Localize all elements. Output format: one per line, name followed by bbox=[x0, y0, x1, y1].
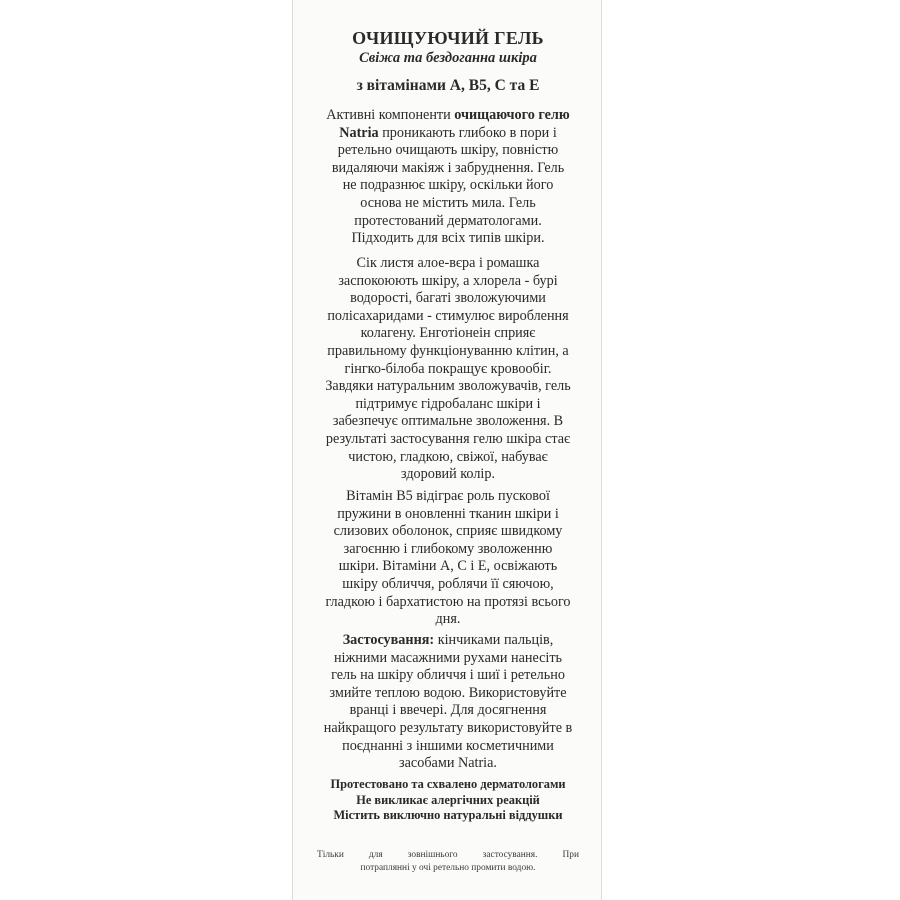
text-line: пружини в оновленні тканин шкіри і bbox=[337, 505, 559, 522]
text-line bbox=[293, 125, 603, 143]
text-line: заспокоюють шкіру, а хлорела - бурі bbox=[338, 272, 558, 289]
product-leaflet bbox=[292, 0, 602, 900]
text-line: результаті застосування гелю шкіра стає bbox=[325, 430, 571, 447]
text-run: Активні компоненти bbox=[326, 107, 451, 123]
text-line: ніжними масажними рухами нанесіть bbox=[333, 649, 563, 666]
claim-line: Не викликає алергічних реакцій bbox=[356, 792, 540, 807]
product-title: ОЧИЩУЮЧИЙ ГЕЛЬ bbox=[352, 28, 544, 48]
text-line: Сік листя алое-вєра і ромашка bbox=[356, 255, 540, 271]
text-line: основа не містить мила. Гель bbox=[360, 194, 536, 211]
text-line: слизових оболонок, сприяє швидкому bbox=[333, 523, 563, 540]
ingredients-paragraph bbox=[293, 255, 603, 484]
text-line: чистою, гладкою, свіжої, набуває bbox=[348, 448, 548, 465]
text-line: Вітамін В5 відіграє роль пускової bbox=[346, 488, 550, 504]
text-line: засобами Natria. bbox=[399, 755, 497, 772]
text-line: Підходить для всіх типів шкіри. bbox=[351, 230, 545, 247]
footnote-line: потраплянні у очі ретельно промити водою. bbox=[360, 863, 536, 873]
text-run: проникають глибоко в пори і bbox=[382, 124, 557, 141]
claims-block bbox=[293, 777, 603, 824]
text-line: найкращого результату використовуйте в bbox=[323, 719, 573, 736]
text-line: не подразнює шкіру, оскільки його bbox=[342, 177, 554, 194]
text-line: гель на шкіру обличчя і шиї і ретельно bbox=[331, 667, 565, 684]
text-line: здоровий колір. bbox=[400, 466, 496, 483]
text-line: шкіру обличчя, роблячи її сяючою, bbox=[342, 575, 554, 592]
text-line: полісахаридами - стимулює вироблення bbox=[327, 307, 569, 324]
text-line bbox=[293, 632, 603, 650]
text-line: водорості, багаті зволожуючими bbox=[350, 290, 546, 307]
text-run: кінчиками пальців, bbox=[437, 632, 554, 648]
text-line: дня. bbox=[435, 611, 461, 628]
text-line: гладкою і бархатистою на протязі всього bbox=[325, 593, 571, 610]
claim-line: Протестовано та схвалено дерматологами bbox=[330, 777, 566, 791]
description-paragraph bbox=[293, 107, 603, 248]
text-line: Завдяки натуральним зволожувачів, гель bbox=[325, 378, 571, 395]
text-line: поєднанні з іншими косметичними bbox=[342, 737, 554, 754]
text-line: підтримує гідробаланс шкіри і bbox=[355, 395, 541, 412]
brand-name: Natria bbox=[339, 124, 379, 141]
text-line: вранці і ввечері. Для досягнення bbox=[349, 702, 547, 719]
vitamins-paragraph bbox=[293, 488, 603, 629]
text-line bbox=[293, 107, 603, 125]
claim-line: Містить виключно натуральні віддушки bbox=[333, 808, 563, 823]
usage-label: Застосування: bbox=[342, 632, 435, 648]
text-line: ретельно очищають шкіру, повністю bbox=[337, 142, 559, 159]
text-line: видаляючи макіяж і забруднення. Гель bbox=[331, 159, 565, 176]
vitamins-heading: з вітамінами А, В5, С та Е bbox=[356, 77, 540, 94]
text-line: правильному функціонуванню клітин, а bbox=[327, 342, 569, 359]
usage-paragraph bbox=[293, 632, 603, 773]
text-line: колагену. Енготіонеін сприяє bbox=[360, 325, 536, 342]
text-line: загоєнню і глибокому зволоженню bbox=[343, 540, 553, 557]
bold-text: очищаючого гелю bbox=[454, 107, 570, 123]
text-line: змийте теплою водою. Використовуйте bbox=[329, 684, 567, 701]
footnote-line: Тільки для зовнішнього застосування. При bbox=[317, 850, 579, 860]
text-line: протестований дерматологами. bbox=[354, 212, 542, 229]
text-line: шкіри. Вітаміни А, С і Е, освіжають bbox=[338, 558, 558, 575]
product-subtitle: Свіжа та бездоганна шкіра bbox=[359, 50, 537, 66]
text-line: забезпечує оптимальне зволоження. В bbox=[332, 413, 564, 430]
text-line: гінгко-білоба покращує кровообіг. bbox=[344, 360, 552, 377]
warning-footnote bbox=[317, 849, 579, 875]
